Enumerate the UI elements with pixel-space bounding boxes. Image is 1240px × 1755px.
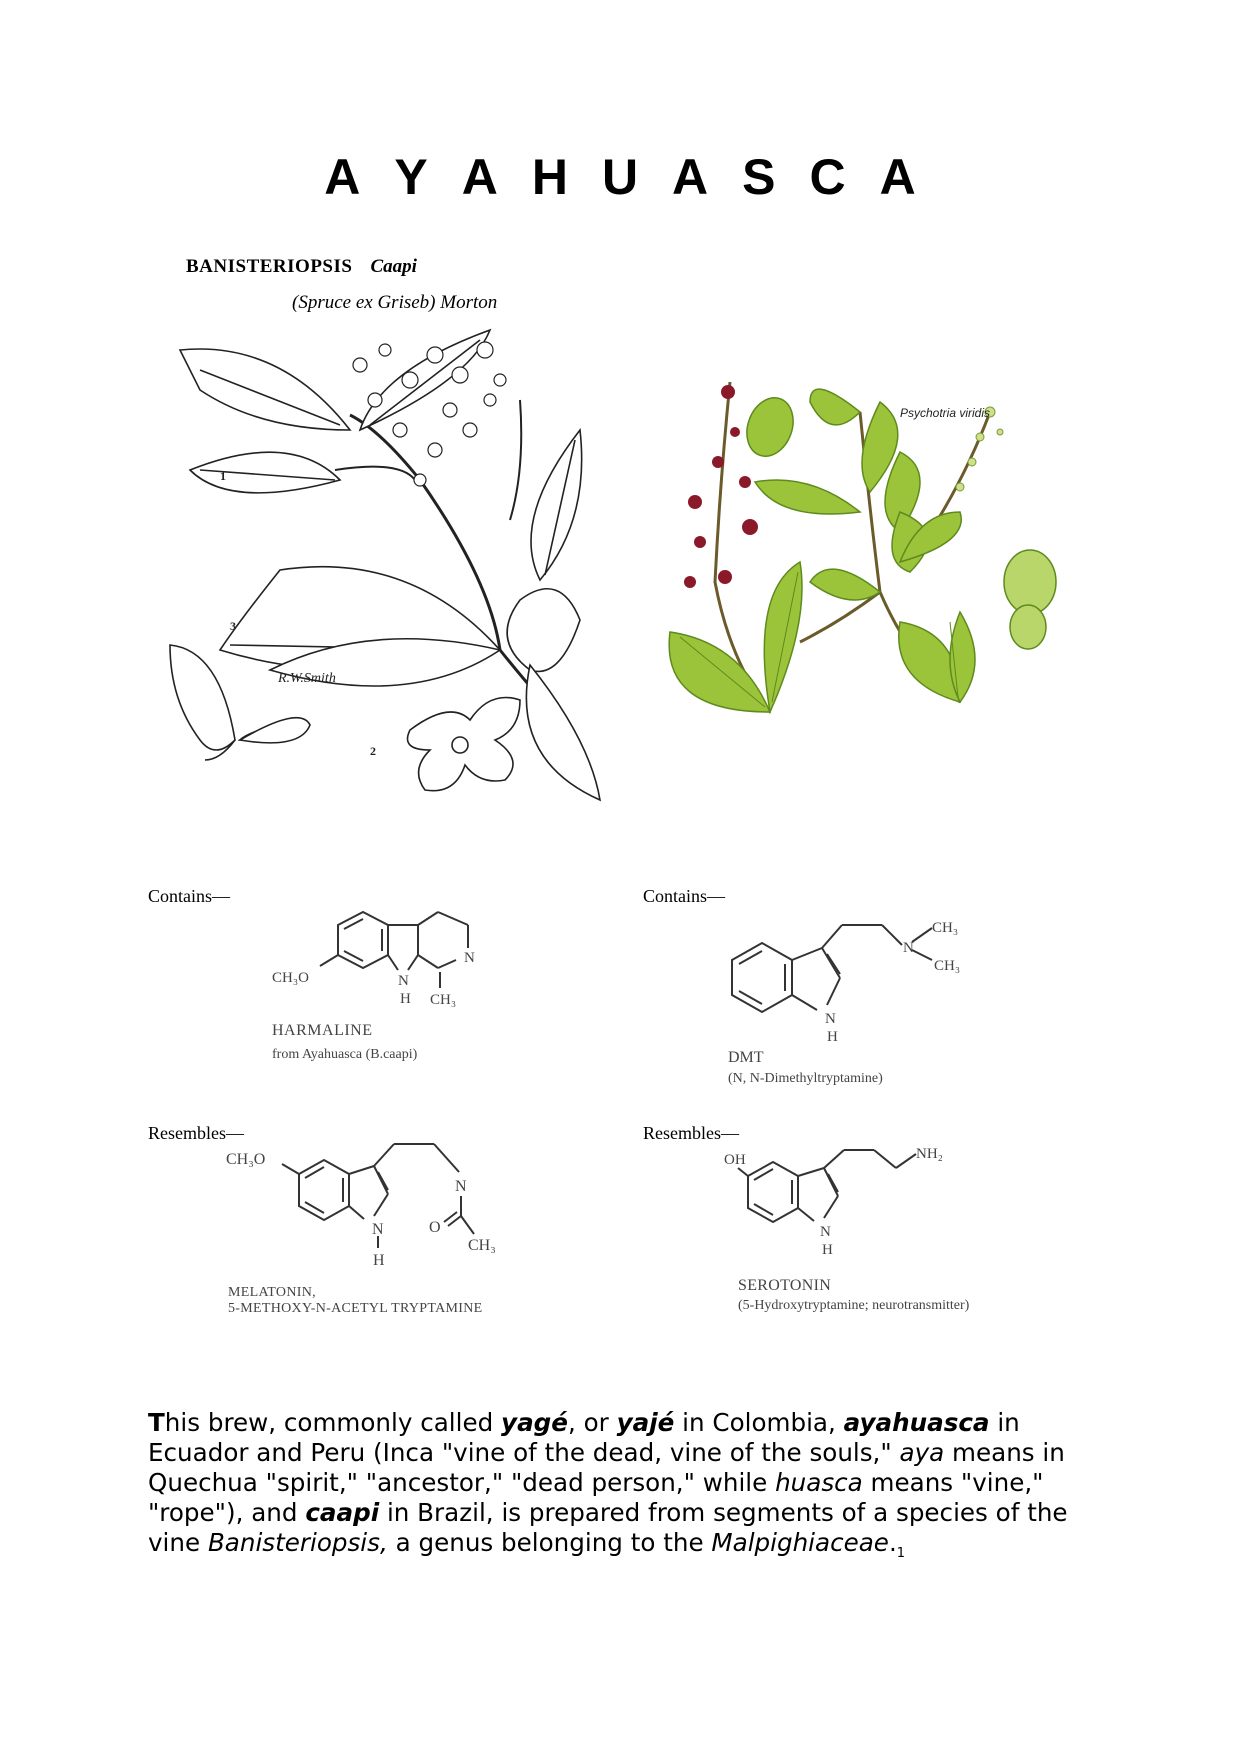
footnote-marker: 1 bbox=[896, 1545, 906, 1561]
serotonin-full-name: (5-Hydroxytryptamine; neurotransmitter) bbox=[738, 1298, 970, 1313]
term-aya: aya bbox=[899, 1438, 945, 1467]
text-run: in Ecuador and Peru (Inca "vine of the dead, vine of the souls," bbox=[148, 1408, 1020, 1467]
contains-caption-right: Contains— bbox=[643, 886, 726, 906]
text-run: his brew, commonly called bbox=[164, 1408, 502, 1437]
species-label: Caapi bbox=[370, 256, 417, 277]
melatonin-substituent: CH₃O bbox=[226, 1151, 266, 1168]
melatonin-o: O bbox=[429, 1219, 441, 1236]
dmt-structure bbox=[722, 910, 1022, 1095]
title-letter: H bbox=[531, 149, 568, 205]
genus-label: BANISTERIOPSIS bbox=[186, 256, 353, 277]
text-run: , or bbox=[567, 1408, 617, 1437]
term-huasca: huasca bbox=[775, 1468, 863, 1497]
dmt-h: H bbox=[827, 1029, 838, 1045]
serotonin-name: SEROTONIN bbox=[738, 1277, 832, 1294]
resembles-caption-right: Resembles— bbox=[643, 1123, 739, 1143]
harmaline-source: from Ayahuasca (B.caapi) bbox=[272, 1047, 418, 1062]
melatonin-h: H bbox=[373, 1252, 385, 1269]
fig-label: 3 bbox=[230, 619, 236, 633]
term-banisteriopsis: Banisteriopsis, bbox=[207, 1528, 388, 1557]
melatonin-name-1: MELATONIN, bbox=[228, 1285, 316, 1300]
melatonin-n-ring: N bbox=[372, 1221, 384, 1238]
serotonin-nh2: NH₂ bbox=[916, 1146, 943, 1162]
term-ayahuasca: ayahuasca bbox=[843, 1408, 990, 1437]
dmt-n-amine: N bbox=[903, 940, 914, 956]
title-letter: A bbox=[672, 149, 709, 205]
term-malpighiaceae: Malpighiaceae bbox=[711, 1528, 889, 1557]
title-letter: S bbox=[742, 149, 776, 205]
text-run: . bbox=[888, 1528, 897, 1557]
dmt-methyl-2: CH₃ bbox=[934, 958, 961, 974]
melatonin-methyl: CH₃ bbox=[468, 1237, 496, 1254]
term-yage: yagé bbox=[501, 1408, 568, 1437]
melatonin-name-2: 5-METHOXY-N-ACETYL TRYPTAMINE bbox=[228, 1301, 483, 1316]
harmaline-h: H bbox=[400, 991, 411, 1007]
artist-signature: R.W.Smith bbox=[278, 671, 336, 686]
dmt-name: DMT bbox=[728, 1049, 764, 1066]
text-run: means in Quechua "spirit," "ancestor," "dead person," while bbox=[148, 1438, 1065, 1497]
serotonin-h: H bbox=[822, 1242, 833, 1258]
harmaline-n2: N bbox=[464, 950, 475, 966]
harmaline-name: HARMALINE bbox=[272, 1022, 373, 1039]
text-run: in Colombia, bbox=[674, 1408, 844, 1437]
fig-label: 2 bbox=[370, 744, 376, 758]
dmt-n: N bbox=[825, 1011, 836, 1027]
text-run: in Brazil, is prepared from segments of a species of the vine bbox=[148, 1498, 1068, 1557]
harmaline-methyl: CH₃ bbox=[430, 992, 457, 1008]
harmaline-n1: N bbox=[398, 973, 409, 989]
harmaline-substituent: CH₃O bbox=[272, 970, 309, 986]
serotonin-oh: OH bbox=[724, 1152, 746, 1168]
text-run: a genus belonging to the bbox=[387, 1528, 712, 1557]
title-letter: Y bbox=[394, 149, 428, 205]
authority-label: (Spruce ex Griseb) Morton bbox=[292, 292, 498, 313]
title-letter: U bbox=[601, 149, 639, 205]
contains-caption-left: Contains— bbox=[148, 886, 231, 906]
page-title bbox=[0, 148, 1240, 206]
banisteriopsis-engraving bbox=[160, 320, 600, 870]
banisteriopsis-heading bbox=[186, 256, 417, 278]
psychotria-label: Psychotria viridis bbox=[900, 406, 991, 420]
dmt-full-name: (N, N-Dimethyltryptamine) bbox=[728, 1071, 883, 1086]
melatonin-structure bbox=[224, 1144, 554, 1329]
title-letter: A bbox=[879, 149, 916, 205]
text-run: means "vine," "rope"), and bbox=[148, 1468, 1044, 1527]
serotonin-structure bbox=[724, 1146, 1048, 1326]
title-letter: A bbox=[461, 149, 498, 205]
term-caapi: caapi bbox=[305, 1498, 380, 1527]
title-letter: C bbox=[809, 149, 846, 205]
dropcap: T bbox=[148, 1408, 165, 1437]
serotonin-n: N bbox=[820, 1224, 831, 1240]
title-letter: A bbox=[324, 149, 361, 205]
fig-label: 1 bbox=[220, 469, 226, 483]
body-paragraph bbox=[148, 1408, 1108, 1569]
dmt-methyl-1: CH₃ bbox=[932, 920, 959, 936]
resembles-caption-left: Resembles— bbox=[148, 1123, 244, 1143]
term-yaje: yajé bbox=[616, 1408, 675, 1437]
melatonin-n-chain: N bbox=[455, 1178, 467, 1195]
harmaline-structure bbox=[268, 910, 528, 1075]
psychotria-illustration bbox=[660, 362, 1070, 742]
